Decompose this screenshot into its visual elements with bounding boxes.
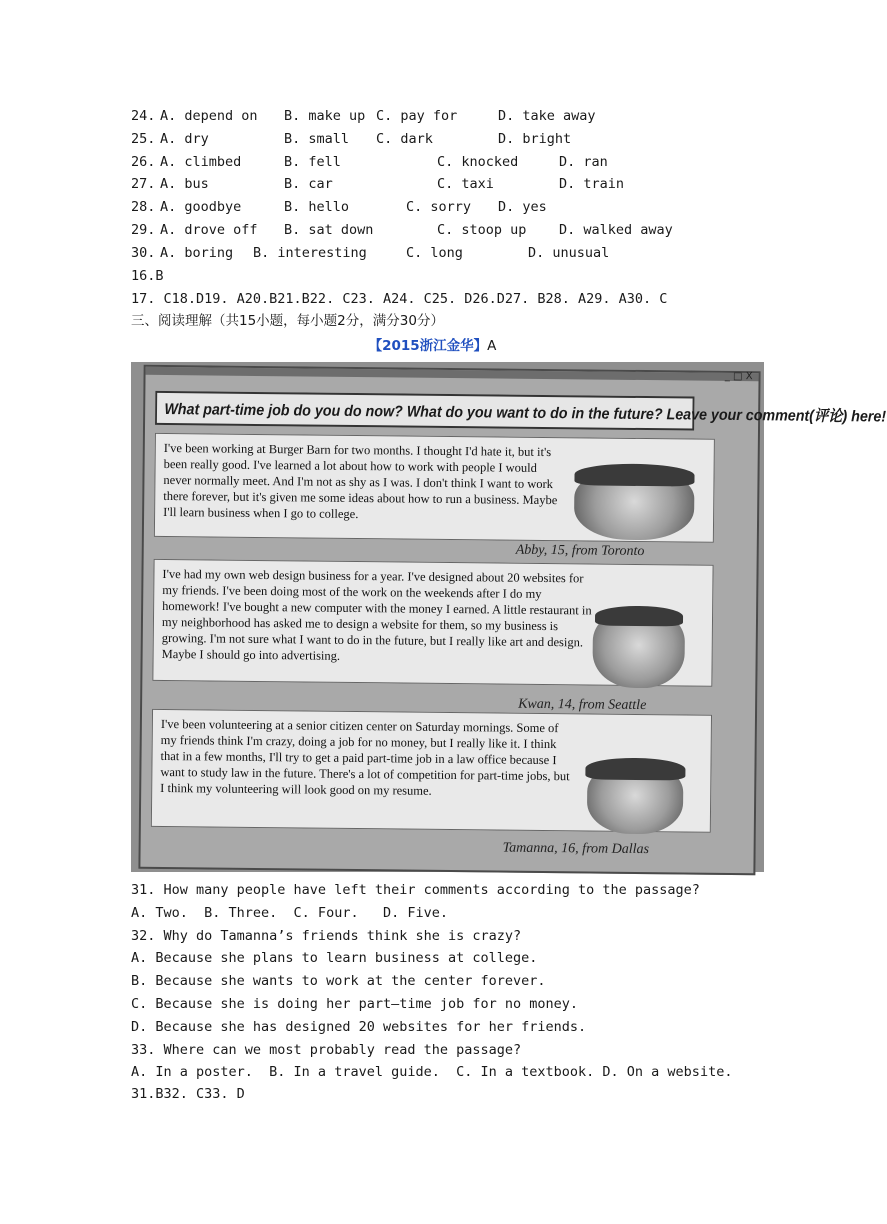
passage-letter: A (487, 338, 497, 354)
option-number: 26. (131, 153, 156, 170)
window-titlebar (146, 367, 759, 381)
question-32-option: B. Because she wants to work at the center forever. (131, 973, 546, 990)
option-c: C. knocked (437, 153, 519, 170)
option-d: D. bright (498, 130, 572, 147)
comment-author-2-label: Kwan, 14, from Seattle (518, 696, 647, 714)
option-c: C. stoop up (437, 222, 527, 238)
photo-kwan-hair (595, 606, 683, 627)
comment-window (138, 365, 887, 875)
section-heading: 三、阅读理解（共15小题，每小题2分，满分30分） (131, 313, 444, 329)
comment-text-3: I've been volunteering at a senior citizen center on Saturday mornings. Some of my friends think I'm crazy, doing a job for no money, but I really like it. I think that in a few months, I'll try to get a paid part-time job in a law office because I want to study law in the future. There's a lot of competition for part-time jobs, but I think my volunteering will look good on my resume. (160, 716, 570, 798)
option-c: C. dark (376, 130, 433, 147)
option-a: A. drove off (160, 222, 258, 238)
question-31: 31. How many people have left their comments according to the passage? (131, 882, 700, 898)
option-number: 27. (131, 176, 156, 193)
window-buttons: _ □ X (724, 370, 753, 383)
option-d: D. unusual (528, 244, 610, 261)
option-b: B. interesting (253, 244, 367, 261)
option-d: D. take away (498, 108, 596, 124)
option-number: 30. (131, 244, 156, 261)
option-number: 24. (131, 108, 156, 124)
window-header: What part-time job do you do now? What do you want to do in the future? Leave your comment(评论) here! (155, 391, 694, 431)
answer-16: 16.B (131, 268, 164, 284)
passage-title (0, 334, 865, 354)
answer-31-33: 31.B32. C33. D (131, 1086, 245, 1102)
option-number: 29. (131, 222, 156, 238)
option-a: A. boring (160, 244, 234, 261)
option-c: C. taxi (437, 176, 494, 193)
option-a: A. bus (160, 176, 209, 193)
option-b: B. sat down (284, 222, 374, 238)
question-33-option: A. In a poster. B. In a travel guide. C. In a textbook. D. On a website. (131, 1064, 733, 1081)
question-32: 32. Why do Tamanna’s friends think she is crazy? (131, 927, 522, 944)
question-32-option: C. Because she is doing her part—time job for no money. (131, 996, 579, 1012)
option-a: A. climbed (160, 153, 242, 170)
option-a: A. dry (160, 130, 209, 147)
option-d: D. train (559, 176, 625, 193)
option-b: B. small (284, 130, 350, 147)
option-a: A. depend on (160, 108, 258, 124)
photo-abby-hair (574, 463, 694, 486)
answer-17-30: 17. C18.D19. A20.B21.B22. C23. A24. C25. D26.D27. B28. A29. A30. C (131, 291, 668, 307)
photo-tamanna-hair (585, 757, 685, 780)
passage-tag: 【2015浙江金华】 (368, 338, 488, 354)
option-b: B. car (284, 176, 333, 193)
comments-image (131, 362, 887, 872)
option-a: A. goodbye (160, 199, 242, 216)
option-d: D. yes (498, 199, 547, 216)
option-number: 25. (131, 130, 156, 147)
option-c: C. pay for (376, 108, 458, 124)
option-b: B. hello (284, 199, 350, 216)
question-33: 33. Where can we most probably read the passage? (131, 1041, 522, 1058)
comment-author-3: Tamanna, 16, from Dallas (502, 840, 650, 858)
question-32-option: A. Because she plans to learn business at college. (131, 950, 538, 967)
question-31-option: A. Two. B. Three. C. Four. D. Five. (131, 904, 448, 921)
question-32-option: D. Because she has designed 20 websites for her friends. (131, 1018, 587, 1035)
option-b: B. make up (284, 108, 366, 124)
option-c: C. long (406, 244, 463, 261)
comment-text-1: I've been working at Burger Barn for two months. I thought I'd hate it, but it's been really good. I've learned a lot about how to work with people I would never normally meet. And I'm not as shy as I was. I don't think I want to work there forever, but it's given me some ideas about how to run a business. Maybe I'll learn business when I go to college. (163, 440, 558, 522)
comment-text-2: I've had my own web design business for a year. I've designed about 20 websites for my friends. I've been doing most of the work on the weekends after I do my homework! I've bought a new computer with the money I earned. A little restaurant in my neighborhood has asked me to design a website for them, so my business is growing. I'm not sure what I want to do in the future, but I really like art and design. Maybe I should go into advertising. (161, 566, 592, 663)
option-d: D. walked away (559, 222, 673, 238)
option-number: 28. (131, 199, 156, 216)
option-d: D. ran (559, 153, 608, 170)
option-c: C. sorry (406, 199, 472, 216)
option-b: B. fell (284, 153, 341, 170)
comment-author-1: Abby, 15, from Toronto (515, 542, 645, 560)
